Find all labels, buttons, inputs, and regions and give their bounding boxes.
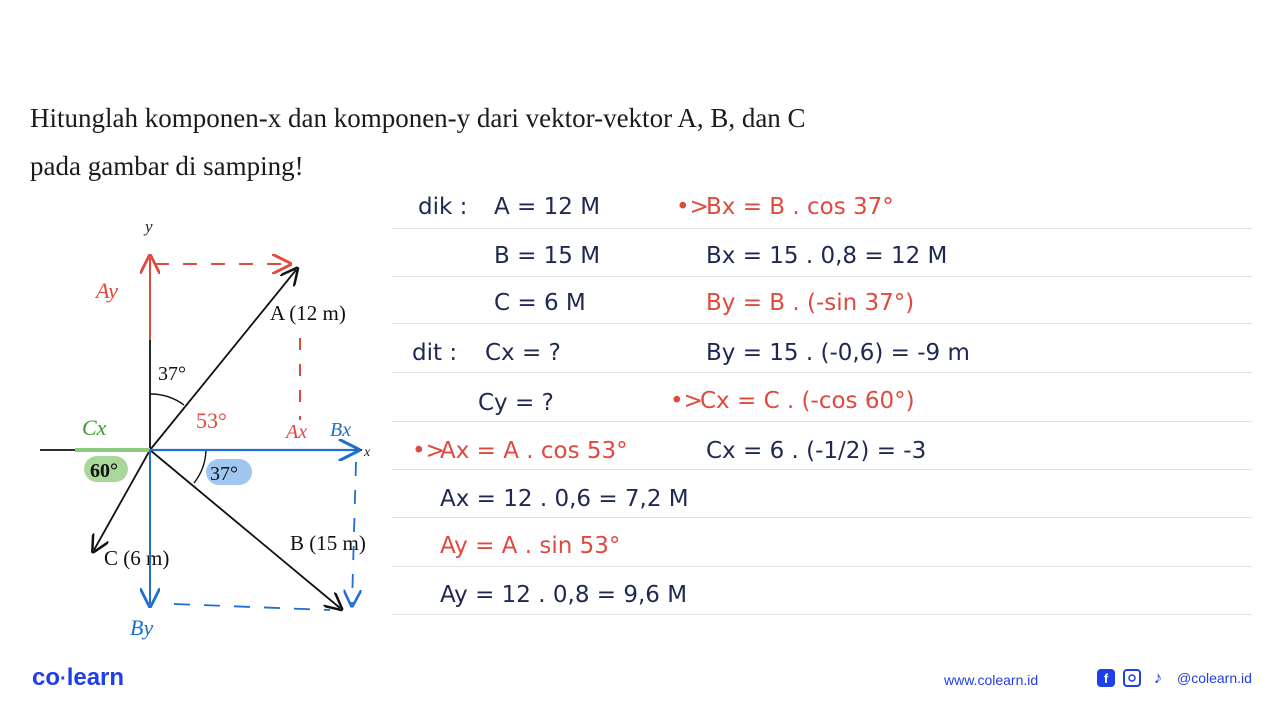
colearn-logo [32,664,124,692]
given-c: C = 6 M [494,290,586,316]
bullet-marker: •> [412,438,445,464]
question-cy: Cy = ? [478,390,554,416]
label-angle-c: 60° [90,460,118,482]
logo-co: co [32,664,61,691]
label-vector-c: C (6 m) [104,546,170,570]
ruled-line [392,323,1252,324]
ay-value: Ay = 12 . 0,8 = 9,6 M [440,582,688,608]
problem-statement [30,94,1040,190]
bullet-marker: •> [670,388,703,414]
bullet-marker: •> [676,194,709,220]
by-dashed-base [174,604,330,610]
ax-formula: Ax = A . cos 53° [440,438,628,464]
y-axis-label: y [145,217,153,236]
instagram-icon[interactable] [1123,669,1141,687]
by-value: By = 15 . (-0,6) = -9 m [706,340,970,366]
ruled-line [392,614,1252,615]
vector-diagram [0,190,400,660]
cx-formula: Cx = C . (-cos 60°) [700,388,915,414]
ruled-line [392,517,1252,518]
angle-arc-a [150,394,184,405]
question-cx: Cx = ? [485,340,561,366]
problem-line-2: pada gambar di samping! [30,151,304,181]
by-formula: By = B . (-sin 37°) [706,290,915,316]
problem-line-1: Hitunglah komponen-x dan komponen-y dari vektor-vektor A, B, dan C [30,103,806,133]
ruled-line [392,421,1252,422]
annot-ax: Ax [286,421,308,443]
tiktok-icon[interactable]: ♪ [1153,668,1163,687]
dik-label: dik : [418,194,468,220]
label-angle-a: 37° [158,363,186,385]
ruled-line [392,469,1252,470]
social-handle[interactable]: @colearn.id [1177,670,1252,686]
annot-53: 53° [196,408,227,433]
social-links [1097,669,1252,687]
logo-dot: · [60,668,67,690]
given-b: B = 15 M [494,243,601,269]
annot-bx: Bx [330,419,352,441]
label-vector-a: A (12 m) [270,301,346,325]
dit-label: dit : [412,340,458,366]
bx-value: Bx = 15 . 0,8 = 12 M [706,243,948,269]
label-angle-b: 37° [210,463,238,485]
ruled-line [392,566,1252,567]
ruled-line [392,372,1252,373]
cx-value: Cx = 6 . (-1/2) = -3 [706,438,927,464]
ruled-line [392,228,1252,229]
logo-learn: learn [66,664,125,691]
annot-ay: Ay [96,278,118,303]
annot-by: By [130,615,154,640]
bx-formula: Bx = B . cos 37° [706,194,894,220]
angle-arc-b [194,450,206,483]
x-axis-label: x [364,445,371,460]
given-a: A = 12 M [494,194,601,220]
ax-value: Ax = 12 . 0,6 = 7,2 M [440,486,689,512]
annot-cx: Cx [82,415,107,440]
ruled-line [392,276,1252,277]
facebook-icon[interactable]: f [1097,669,1115,687]
label-vector-b: B (15 m) [290,531,366,555]
website-link[interactable]: www.colearn.id [944,672,1039,688]
ay-formula: Ay = A . sin 53° [440,533,621,559]
